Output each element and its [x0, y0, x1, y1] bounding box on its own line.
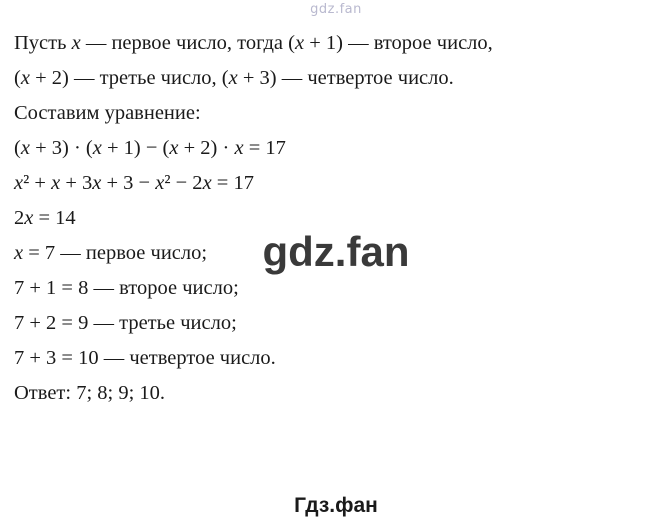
solution-line: 7 + 1 = 8 — второе число; [14, 277, 239, 299]
solution-body [14, 26, 664, 411]
solution-line: (x + 2) — третье число, (x + 3) — четвертое число. [14, 67, 454, 89]
solution-line: x² + x + 3x + 3 − x² − 2x = 17 [14, 172, 254, 194]
solution-line: 7 + 3 = 10 — четвертое число. [14, 347, 276, 369]
solution-line: Составим уравнение: [14, 102, 201, 124]
solution-line: (x + 3) · (x + 1) − (x + 2) · x = 17 [14, 137, 286, 159]
solution-line: 7 + 2 = 9 — третье число; [14, 312, 237, 334]
watermark-bottom: Гдз.фан [294, 494, 378, 517]
solution-line: Пусть x — первое число, тогда (x + 1) — второе число, [14, 32, 493, 54]
solution-answer-line: Ответ: 7; 8; 9; 10. [14, 382, 166, 404]
watermark-center: gdz.fan [262, 228, 410, 275]
watermark-top: gdz.fan [310, 2, 362, 17]
solution-line: 2x = 14 [14, 207, 76, 229]
solution-line: x = 7 — первое число; [14, 242, 208, 264]
